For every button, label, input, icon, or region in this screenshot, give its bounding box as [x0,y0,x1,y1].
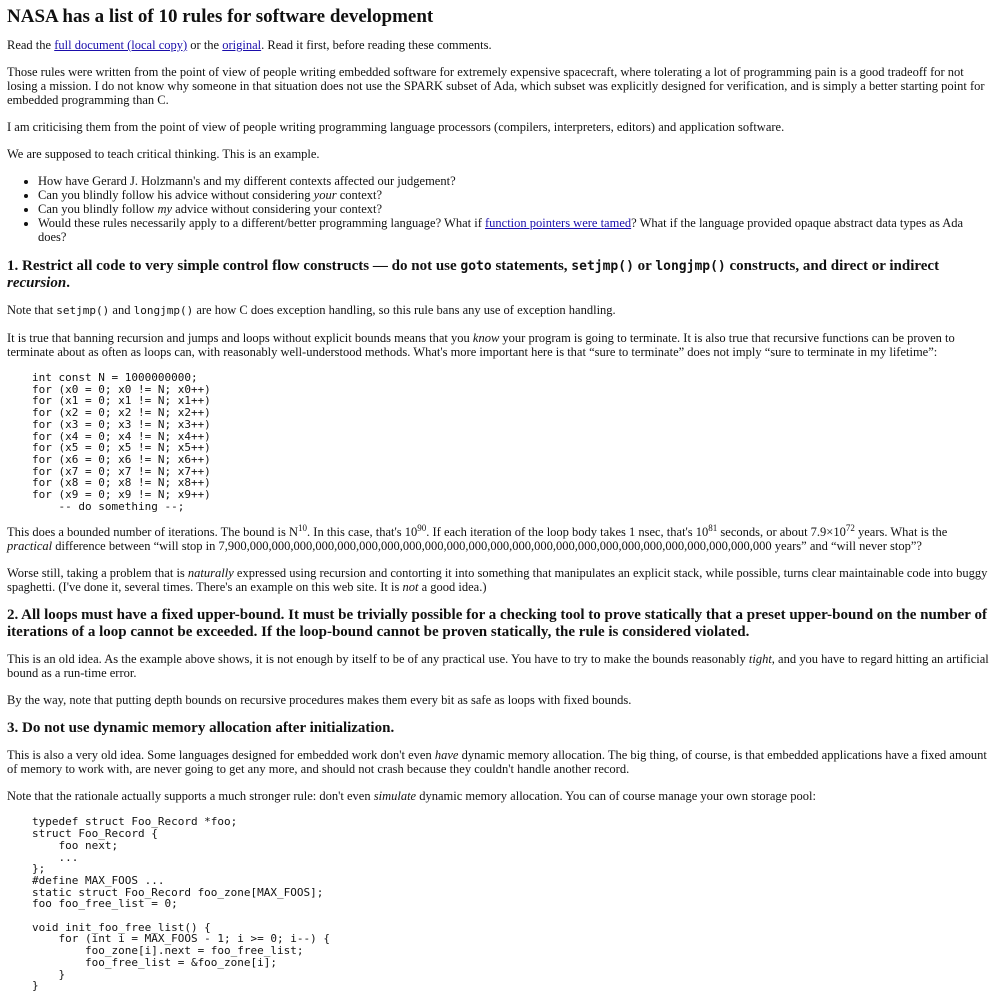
heading-text: . [66,275,70,291]
code-setjmp: setjmp() [571,259,634,274]
rule-3-paragraph [7,748,994,776]
paragraph-text: years. What is the [854,525,948,540]
superscript: 81 [708,523,718,534]
paragraph-text: dynamic memory allocation. You can of course manage your own storage pool: [416,789,816,804]
page-title: NASA has a list of 10 rules for software development [7,6,434,27]
emphasis: simulate [373,789,417,804]
paragraph-text: It is true that banning recursion and jumps and loops without explicit bounds means that you [7,331,473,345]
code-longjmp: longjmp() [655,259,726,274]
paragraph-text: This is an old idea. As the example above shows, it is not enough by itself to be of any practical use. You have to try to make the bounds reasonably [7,652,749,667]
emphasis: know [472,331,500,345]
rule-2-paragraph: By the way, note that putting depth bounds on recursive procedures makes them every bit as safe as loops with fixed bounds. [7,693,632,708]
emphasis: have [434,748,459,763]
question-text: ? What if the language provided opaque abstract data types as Ada does? [38,216,964,244]
paragraph-text: are how C does exception handling, so this rule bans any use of exception handling. [193,303,616,317]
intro-paragraph [7,38,994,52]
question-text: advice without considering your context? [172,202,383,216]
paragraph-text: This does a bounded number of iterations. The bound is N [7,525,299,540]
paragraph-text: . In this case, that's 10 [307,525,418,540]
list-item: • How have Gerard J. Holzmann's and my different contexts affected our judgement? [38,174,994,188]
question-text: context? [336,188,383,202]
rule-2-heading: 2. All loops must have a fixed upper-bound. It must be trivially possible for a checking tool to prove statically that a preset upper-bound on the number of iterations of a loop cannot be exceeded. If the loop-bound cannot be proven statically, the rule is considered violated. [7,607,987,641]
rule-1-paragraph [7,525,994,553]
paragraph-text: difference between “will stop in 7,900,000,000,000,000,000,000,000,000,000,000,000,000,000,000,000,000,000,000,000,000,000,000,000,000 years” and “will never stop”? [52,539,922,554]
paragraph-text: expressed using recursion and contorting it into something that manipulates an explicit stack, while possible, turns clear maintainable code into buggy spaghetti. (I've done it, several times. There's an example on this web site. It is [7,566,988,595]
intro-text: . Read it first, before reading these comments. [261,38,492,52]
full-document-link[interactable]: full document (local copy) [54,38,188,52]
superscript: 90 [417,523,427,534]
paragraph-text: dynamic memory allocation. The big thing, of course, is that embedded applications have a fixed amount of memory to work with, are never going to get any more, and should not crash because they couldn't handle another record. [7,748,987,777]
intro-text: Read the [7,38,55,52]
heading-text: statements, [491,258,572,274]
rule-1-paragraph [7,566,994,594]
question-text: Can you blindly follow [38,202,158,216]
rules-context-paragraph: Those rules were written from the point of view of people writing embedded software for extremely expensive spacecraft, where tolerating a lot of programming pain is a good tradeoff for not losing a mission. I do not know why someone in that situation does not use the SPARK subset of Ada, which subset was explicitly designed for verification, and is simply a better starting point for embedded programming than C. [7,65,985,107]
critical-thinking-paragraph: We are supposed to teach critical thinking. This is an example. [7,147,320,161]
nested-loops-code-block: int const N = 1000000000; for (x0 = 0; x0 != N; x0++) for (x1 = 0; x1 != N; x1++) for (x2 = 0; x2 != N; x2++) for (x3 = 0; x3 != N; x3++) for (x4 = 0; x4 != N; x4++) for (x5 = 0; x5 != N; x5++) for (x6 = 0; x6 != N; x6++) for (x7 = 0; x7 != N; x7++) for (x8 = 0; x8 != N; x8++) for (x9 = 0; x9 != N; x9++) -- do something --; [32,371,211,513]
intro-text: or the [187,38,223,52]
paragraph-text: a good idea.) [418,580,487,595]
emphasis: practical [7,539,53,554]
original-link[interactable]: original [222,38,262,52]
rule-3-paragraph [7,789,994,803]
paragraph-text: Worse still, taking a problem that is [7,566,188,581]
code-goto: goto [460,259,492,274]
paragraph-text: your program is going to terminate. It is also true that recursive functions can be proven to terminate about as often as loops can, with reasonably well-understood methods. What's more important here is that “sure to terminate” does not imply “sure to terminate in my lifetime”: [7,331,955,359]
paragraph-text: Note that the rationale actually supports a much stronger rule: don't even [7,789,374,804]
rule-3-heading: 3. Do not use dynamic memory allocation after initialization. [7,720,395,737]
rule-1-heading [7,258,994,292]
list-item [38,216,994,244]
emphasis: naturally [187,566,234,581]
list-item [38,202,994,216]
question-text: Can you blindly follow his advice without considering [38,188,314,202]
question-text: Would these rules necessarily apply to a different/better programming language? What if [38,216,485,230]
function-pointers-link[interactable]: function pointers were tamed [485,216,632,230]
emphasis: your [313,188,337,202]
paragraph-text: and [109,303,134,317]
heading-text: or [633,258,656,274]
emphasis: not [402,580,419,595]
code-longjmp: longjmp() [133,304,194,317]
paragraph-text: seconds, or about 7.9×10 [717,525,846,540]
storage-pool-code-block: typedef struct Foo_Record *foo; struct Foo_Record { foo next; ... }; #define MAX_FOOS ... static struct Foo_Record foo_zone[MAX_FOOS]; foo foo_free_list = 0; void init_foo_free_list() { for (int i = MAX_FOOS - 1; i >= 0; i--) { foo_zone[i].next = foo_free_list; foo_free_list = &foo_zone[i]; } } [32,815,331,993]
paragraph-text: . If each iteration of the loop body takes 1 nsec, that's 10 [426,525,709,540]
emphasis: my [157,202,173,216]
emphasis: recursion [7,275,67,291]
rule-1-paragraph [7,303,994,318]
paragraph-text: Note that [7,303,57,317]
criticising-paragraph: I am criticising them from the point of view of people writing programming language processors (compilers, interpreters, editors) and application software. [7,120,785,134]
list-item [38,188,994,202]
superscript: 72 [845,523,855,534]
code-setjmp: setjmp() [56,304,110,317]
paragraph-text: This is also a very old idea. Some languages designed for embedded work don't even [7,748,435,763]
superscript: 10 [298,523,308,534]
paragraph-text: , and you have to regard hitting an artificial bound as a run-time error. [7,652,989,681]
rule-2-paragraph [7,652,994,680]
questions-list [7,174,994,244]
emphasis: tight [748,652,772,667]
heading-text: 1. Restrict all code to very simple control flow constructs — do not use [7,258,461,274]
rule-1-paragraph [7,331,994,359]
heading-text: constructs, and direct or indirect [725,258,940,274]
